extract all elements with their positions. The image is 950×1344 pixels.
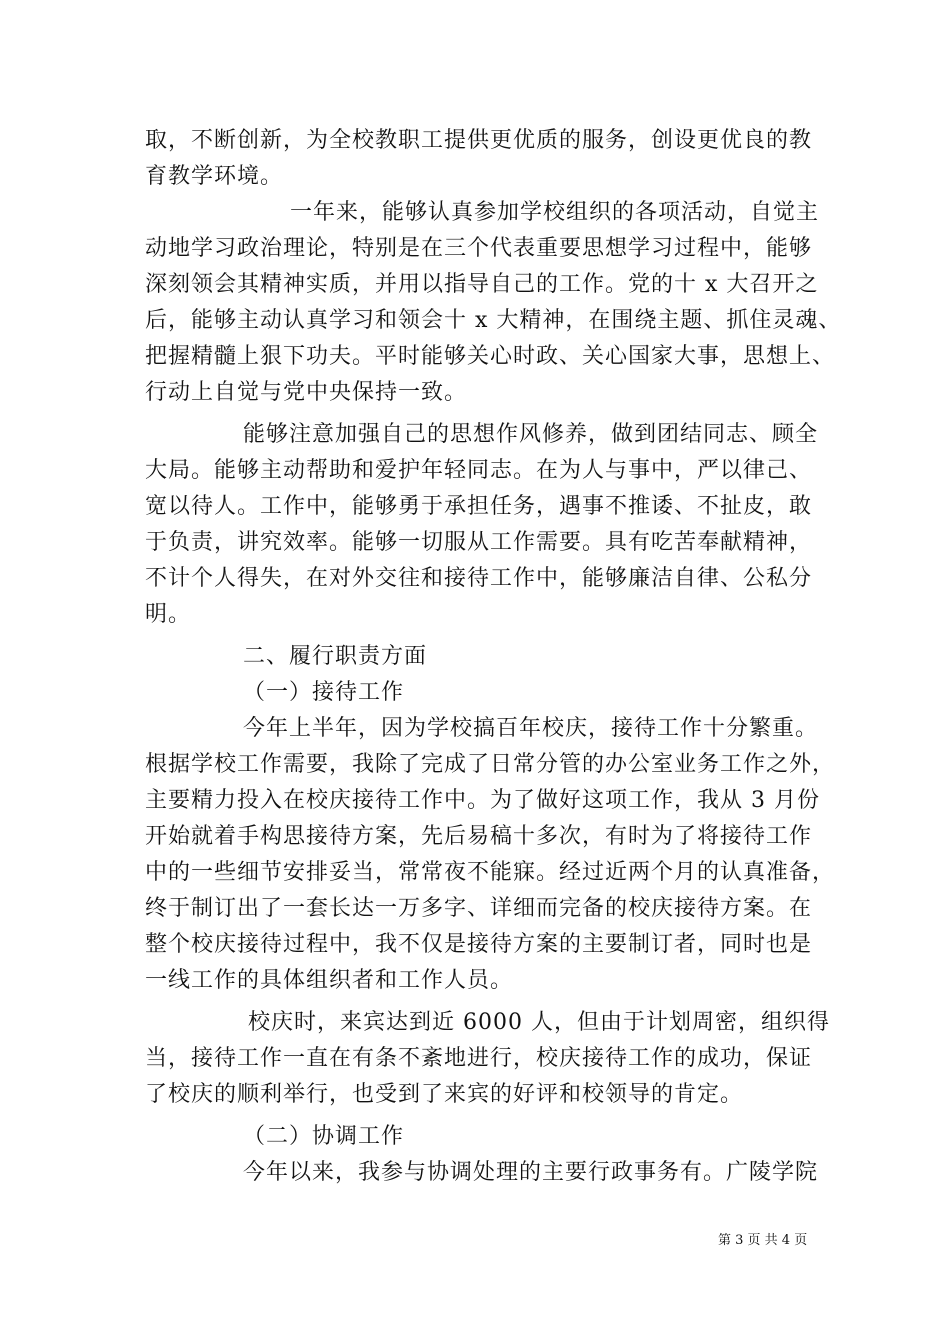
text-line: 取，不断创新，为全校教职工提供更优质的服务，创设更优良的教	[145, 128, 813, 153]
text-line: 主要精力投入在校庆接待工作中。为了做好这项工作，我从 3 月份	[145, 788, 820, 813]
text-line: 行动上自觉与党中央保持一致。	[145, 380, 468, 405]
text-line: 育教学环境。	[145, 164, 284, 189]
text-line: 当，接待工作一直在有条不紊地进行，校庆接待工作的成功，保证	[145, 1046, 813, 1071]
text-line: 后，能够主动认真学习和领会十 x 大精神，在围绕主题、抓住灵魂、	[145, 308, 842, 333]
text-line: 根据学校工作需要，我除了完成了日常分管的办公室业务工作之外，	[145, 752, 836, 777]
text-line: 中的一些细节安排妥当，常常夜不能寐。经过近两个月的认真准备，	[145, 860, 836, 885]
text-line: 明。	[145, 602, 192, 627]
text-line: 动地学习政治理论，特别是在三个代表重要思想学习过程中，能够	[145, 236, 813, 261]
paragraph-start-line: 一年来，能够认真参加学校组织的各项活动，自觉主	[290, 200, 820, 225]
text-line: 深刻领会其精神实质，并用以指导自己的工作。党的十 x 大召开之	[145, 272, 819, 297]
text-line: 整个校庆接待过程中，我不仅是接待方案的主要制订者，同时也是	[145, 932, 813, 957]
paragraph-start-line: 校庆时，来宾达到近 6000 人，但由于计划周密，组织得	[248, 1010, 830, 1035]
text-line: 一线工作的具体组织者和工作人员。	[145, 968, 514, 993]
text-line: 于负责，讲究效率。能够一切服从工作需要。具有吃苦奉献精神，	[145, 530, 813, 555]
text-line: 开始就着手构思接待方案，先后易稿十多次，有时为了将接待工作	[145, 824, 813, 849]
subsection-heading: （二）协调工作	[243, 1124, 405, 1149]
subsection-heading: （一）接待工作	[243, 680, 405, 705]
paragraph-start-line: 今年以来，我参与协调处理的主要行政事务有。广陵学院	[243, 1160, 819, 1185]
text-line: 大局。能够主动帮助和爱护年轻同志。在为人与事中，严以律己、	[145, 458, 813, 483]
text-line: 宽以待人。工作中，能够勇于承担任务，遇事不推诿、不扯皮，敢	[145, 494, 813, 519]
paragraph-start-line: 能够注意加强自己的思想作风修养，做到团结同志、顾全	[243, 422, 819, 447]
text-line: 不计个人得失，在对外交往和接待工作中，能够廉洁自律、公私分	[145, 566, 813, 591]
section-heading: 二、履行职责方面	[243, 644, 428, 669]
page-number-footer: 第 3 页 共 4 页	[718, 1233, 808, 1248]
text-line: 终于制订出了一套长达一万多字、详细而完备的校庆接待方案。在	[145, 896, 813, 921]
text-line: 把握精髓上狠下功夫。平时能够关心时政、关心国家大事，思想上、	[145, 344, 836, 369]
text-line: 了校庆的顺利举行，也受到了来宾的好评和校领导的肯定。	[145, 1082, 744, 1107]
paragraph-start-line: 今年上半年，因为学校搞百年校庆，接待工作十分繁重。	[243, 716, 819, 741]
